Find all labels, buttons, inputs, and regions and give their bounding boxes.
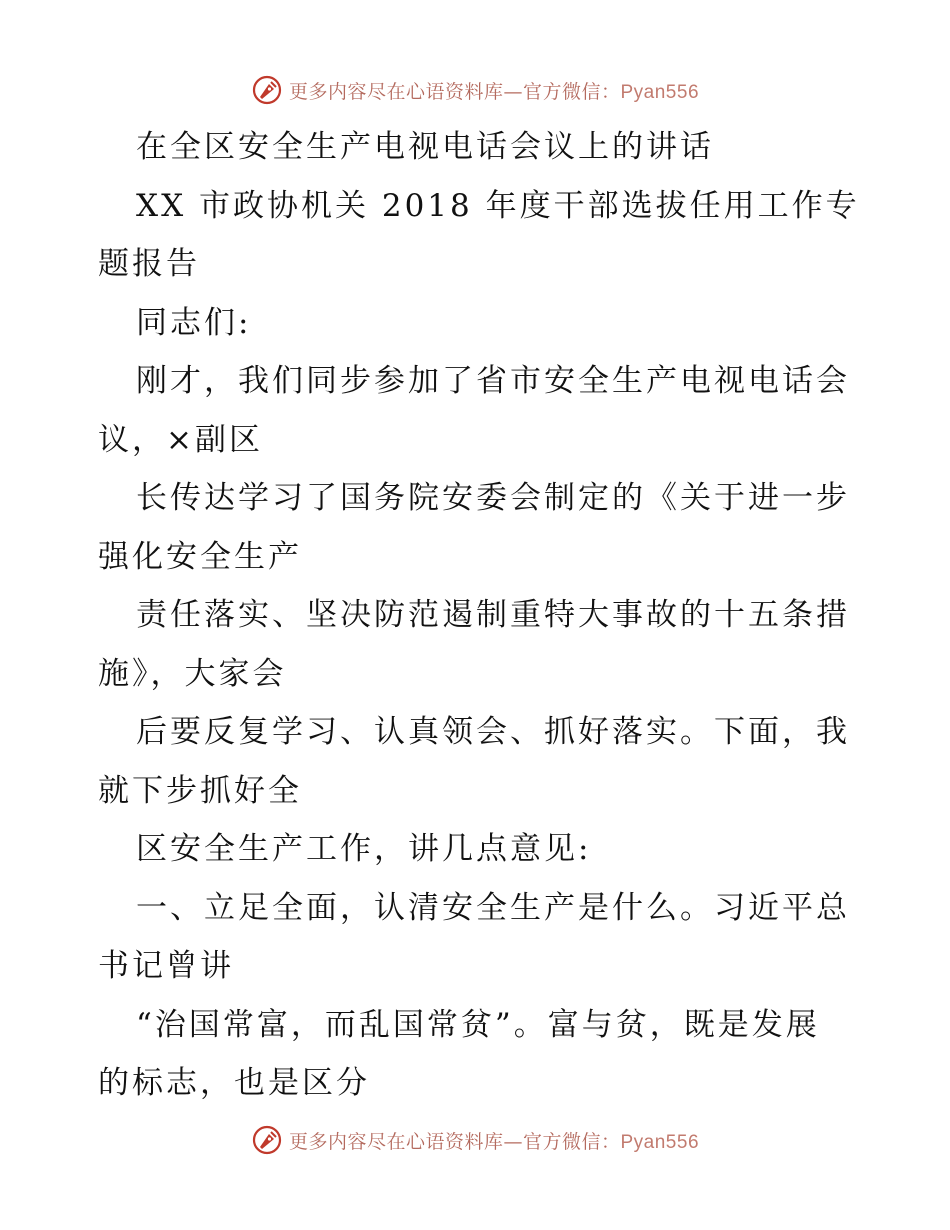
document-line: 同志们: (136, 304, 252, 341)
footer-watermark (0, 1120, 950, 1160)
document-line: 的标志，也是区分 (98, 1065, 370, 1101)
document-line: 责任落实、坚决防范遏制重特大事故的十五条措 (136, 597, 850, 633)
document-line: 区安全生产工作，讲几点意见: (136, 831, 592, 867)
document-line: 议，×副区 (98, 421, 263, 458)
document-line: 书记曾讲 (98, 948, 234, 984)
document-line: 刚才，我们同步参加了省市安全生产电视电话会 (136, 363, 850, 399)
header-watermark (0, 70, 950, 110)
document-line: 题报告 (98, 246, 200, 282)
fountain-pen-nib-icon (251, 1124, 283, 1156)
document-line: “治国常富，而乱国常贫”。富与贫，既是发展 (136, 1006, 820, 1043)
document-line: 一、立足全面，认清安全生产是什么。习近平总 (136, 889, 850, 926)
document-line: 就下步抓好全 (98, 772, 302, 809)
watermark-label: 更多内容尽在心语资料库—官方微信： (288, 80, 621, 103)
document-line: 施》，大家会 (98, 655, 287, 692)
watermark-text (289, 77, 699, 104)
watermark-text (289, 1127, 699, 1154)
watermark-handle: Pyan556 (620, 1131, 700, 1153)
document-line: 后要反复学习、认真领会、抓好落实。下面，我 (136, 714, 850, 750)
document-body (98, 118, 860, 1113)
fountain-pen-nib-icon (251, 74, 283, 106)
watermark-handle: Pyan556 (620, 81, 700, 103)
watermark-label: 更多内容尽在心语资料库—官方微信： (288, 1130, 621, 1153)
document-line: XX 市政协机关 2018 年度干部选拔任用工作专 (136, 187, 860, 224)
document-line: 强化安全生产 (98, 538, 302, 575)
document-line: 长传达学习了国务院安委会制定的《关于进一步 (136, 480, 850, 516)
document-line: 在全区安全生产电视电话会议上的讲话 (136, 129, 714, 165)
